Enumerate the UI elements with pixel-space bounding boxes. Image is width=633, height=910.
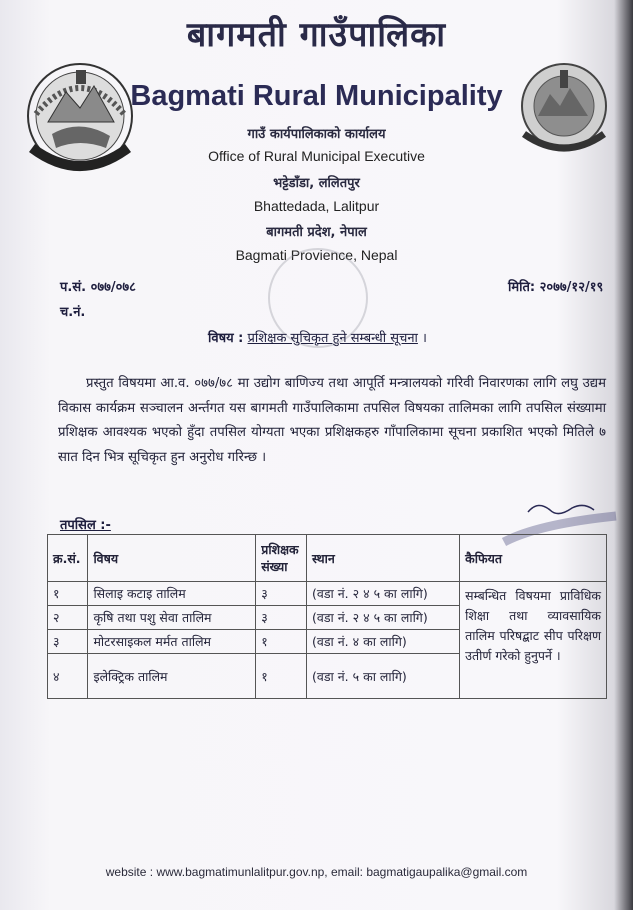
- province-english: Bagmati Provience, Nepal: [235, 247, 398, 263]
- place-nepali: भट्टेडाँडा, ललितपुर: [273, 176, 360, 191]
- details-label: तपसिल :-: [60, 518, 111, 533]
- cell-subject: कृषि तथा पशु सेवा तालिम: [88, 606, 256, 630]
- cell-location: (वडा नं. २ ४ ५ का लागि): [307, 582, 460, 606]
- cell-location: (वडा नं. ५ का लागि): [307, 654, 460, 699]
- date: मिति: २०७७/१२/१९: [508, 280, 604, 295]
- cell-location: (वडा नं. २ ४ ५ का लागि): [307, 606, 460, 630]
- cell-remark: सम्बन्धित विषयमा प्राविधिक शिक्षा तथा व्यावसायिक तालिम परिषद्बाट सीप परिक्षण उतीर्ण गरेको हुनुपर्ने ।: [460, 582, 607, 699]
- header-sn: क्र.सं.: [48, 535, 88, 582]
- cell-count: १: [256, 654, 307, 699]
- cell-sn: २: [48, 606, 88, 630]
- notice-body: [58, 372, 606, 470]
- dispatch-number: च.नं.: [60, 305, 86, 320]
- cell-subject: मोटरसाइकल मर्मत तालिम: [88, 630, 256, 654]
- subject-label: विषय :: [208, 331, 244, 346]
- cell-sn: १: [48, 582, 88, 606]
- subject-end: ।: [422, 331, 427, 346]
- place-english: Bhattedada, Lalitpur: [253, 198, 380, 214]
- subject-line: [208, 328, 427, 346]
- header-remark: कैफियत: [460, 535, 607, 582]
- cell-count: ३: [256, 582, 307, 606]
- cell-sn: ४: [48, 654, 88, 699]
- notice-body-text: प्रस्तुत विषयमा आ.व. ०७७/७८ मा उद्योग बाणिज्य तथा आपूर्ति मन्त्रालयको गरिवी निवारणका लागि लघु उद्यम विकास कार्यक्रम सञ्चालन अर्न्तगत यस बागमती गाउँपालिकामा तपसिल विषयका तालिमका लागि तपसिल संख्यामा प्रशिक्षक आवश्यक भएको हुँदा तपसिल योग्यता भएका प्रशिक्षकहरु गाँपालिकामा सूचना प्रकाशित भएको मितिले ७ सात दिन भित्र सूचिकृत हुन अनुरोध गरिन्छ ।: [58, 376, 606, 465]
- subject-text: प्रशिक्षक सुचिकृत हुने सम्बन्धी सूचना: [247, 331, 418, 346]
- cell-count: १: [256, 630, 307, 654]
- trainer-table: [47, 534, 607, 699]
- header-subject: विषय: [88, 535, 256, 582]
- table-header-row: [48, 535, 607, 582]
- title-english: Bagmati Rural Municipality: [130, 80, 503, 112]
- cell-location: (वडा नं. ४ का लागि): [307, 630, 460, 654]
- office-nepali: गाउँ कार्यपालिकाको कार्यालय: [247, 127, 386, 142]
- header-count: प्रशिक्षक संख्या: [256, 535, 307, 582]
- office-english: Office of Rural Municipal Executive: [208, 148, 425, 164]
- footer-contact: website : www.bagmatimunlalitpur.gov.np, email: bagmatigaupalika@gmail.com: [105, 865, 528, 879]
- cell-subject: सिलाइ कटाइ तालिम: [88, 582, 256, 606]
- reference-number: प.सं. ०७७/०७८: [60, 280, 136, 295]
- header-location: स्थान: [307, 535, 460, 582]
- cell-count: ३: [256, 606, 307, 630]
- province-nepali: बागमती प्रदेश, नेपाल: [266, 225, 367, 240]
- title-nepali: बागमती गाउँपालिका: [186, 15, 447, 55]
- cell-sn: ३: [48, 630, 88, 654]
- table-row: [48, 582, 607, 606]
- cell-subject: इलेक्ट्रिक तालिम: [88, 654, 256, 699]
